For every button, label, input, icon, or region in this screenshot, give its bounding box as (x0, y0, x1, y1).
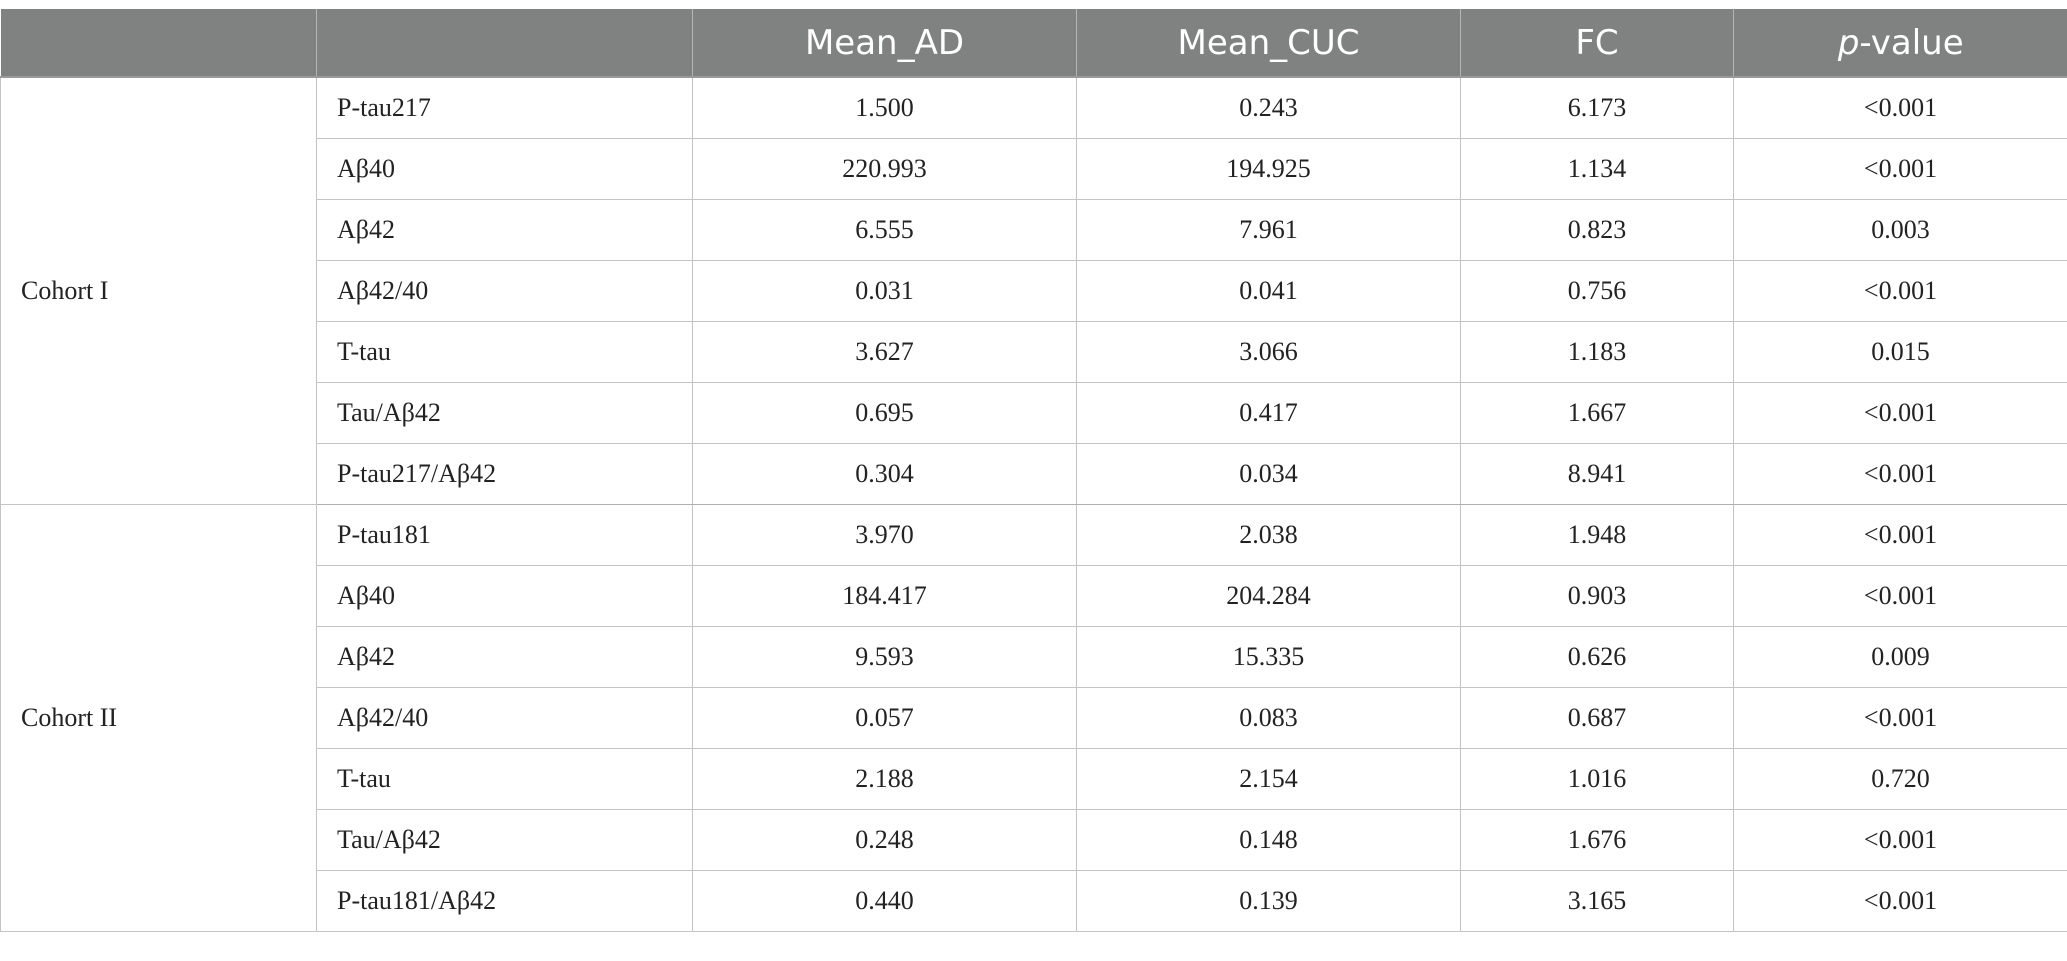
cohort-label: Cohort II (1, 505, 317, 932)
header-cohort-column (1, 9, 317, 77)
cohort-label: Cohort I (1, 77, 317, 505)
biomarker-cell: Tau/Aβ42 (317, 810, 693, 871)
mean-cuc-cell: 0.417 (1077, 383, 1461, 444)
mean-ad-cell: 9.593 (693, 627, 1077, 688)
mean-ad-cell: 0.304 (693, 444, 1077, 505)
mean-ad-cell: 3.627 (693, 322, 1077, 383)
header-p-value (1734, 9, 2067, 77)
biomarker-cell: Aβ42/40 (317, 261, 693, 322)
p-value-cell: <0.001 (1734, 810, 2067, 871)
mean-cuc-cell: 0.041 (1077, 261, 1461, 322)
fc-cell: 1.134 (1461, 139, 1734, 200)
fc-cell: 3.165 (1461, 871, 1734, 932)
biomarker-table-container (0, 9, 2067, 932)
biomarker-cell: Aβ40 (317, 139, 693, 200)
p-value-cell: 0.015 (1734, 322, 2067, 383)
header-p-italic: p (1837, 22, 1860, 63)
mean-ad-cell: 6.555 (693, 200, 1077, 261)
p-value-cell: <0.001 (1734, 383, 2067, 444)
mean-ad-cell: 184.417 (693, 566, 1077, 627)
biomarker-cell: T-tau (317, 749, 693, 810)
mean-cuc-cell: 204.284 (1077, 566, 1461, 627)
p-value-cell: 0.009 (1734, 627, 2067, 688)
fc-cell: 0.687 (1461, 688, 1734, 749)
biomarker-cell: P-tau217/Aβ42 (317, 444, 693, 505)
p-value-cell: <0.001 (1734, 139, 2067, 200)
biomarker-cell: Aβ42 (317, 200, 693, 261)
mean-ad-cell: 0.440 (693, 871, 1077, 932)
mean-ad-cell: 0.695 (693, 383, 1077, 444)
p-value-cell: <0.001 (1734, 688, 2067, 749)
mean-cuc-cell: 15.335 (1077, 627, 1461, 688)
p-value-cell: <0.001 (1734, 566, 2067, 627)
mean-cuc-cell: 0.148 (1077, 810, 1461, 871)
biomarker-table (0, 9, 2067, 932)
header-p-rest: -value (1859, 22, 1964, 63)
header-biomarker-column (317, 9, 693, 77)
mean-cuc-cell: 0.034 (1077, 444, 1461, 505)
table-row (1, 505, 2067, 566)
fc-cell: 0.756 (1461, 261, 1734, 322)
mean-ad-cell: 2.188 (693, 749, 1077, 810)
p-value-cell: <0.001 (1734, 77, 2067, 139)
fc-cell: 1.676 (1461, 810, 1734, 871)
p-value-cell: <0.001 (1734, 444, 2067, 505)
mean-ad-cell: 3.970 (693, 505, 1077, 566)
mean-cuc-cell: 7.961 (1077, 200, 1461, 261)
fc-cell: 1.183 (1461, 322, 1734, 383)
mean-cuc-cell: 0.139 (1077, 871, 1461, 932)
table-body (1, 77, 2067, 932)
p-value-cell: <0.001 (1734, 261, 2067, 322)
mean-cuc-cell: 194.925 (1077, 139, 1461, 200)
header-fc: FC (1461, 9, 1734, 77)
biomarker-cell: P-tau217 (317, 77, 693, 139)
table-row (1, 77, 2067, 139)
fc-cell: 0.903 (1461, 566, 1734, 627)
fc-cell: 1.016 (1461, 749, 1734, 810)
biomarker-cell: Tau/Aβ42 (317, 383, 693, 444)
p-value-cell: <0.001 (1734, 505, 2067, 566)
mean-cuc-cell: 2.154 (1077, 749, 1461, 810)
header-mean-ad: Mean_AD (693, 9, 1077, 77)
mean-ad-cell: 1.500 (693, 77, 1077, 139)
fc-cell: 1.667 (1461, 383, 1734, 444)
mean-cuc-cell: 2.038 (1077, 505, 1461, 566)
p-value-cell: <0.001 (1734, 871, 2067, 932)
biomarker-cell: T-tau (317, 322, 693, 383)
biomarker-cell: Aβ40 (317, 566, 693, 627)
header-row (1, 9, 2067, 77)
mean-ad-cell: 220.993 (693, 139, 1077, 200)
mean-cuc-cell: 0.243 (1077, 77, 1461, 139)
mean-ad-cell: 0.057 (693, 688, 1077, 749)
header-mean-cuc: Mean_CUC (1077, 9, 1461, 77)
mean-cuc-cell: 3.066 (1077, 322, 1461, 383)
p-value-cell: 0.003 (1734, 200, 2067, 261)
fc-cell: 0.823 (1461, 200, 1734, 261)
biomarker-cell: P-tau181 (317, 505, 693, 566)
biomarker-cell: P-tau181/Aβ42 (317, 871, 693, 932)
biomarker-cell: Aβ42/40 (317, 688, 693, 749)
biomarker-cell: Aβ42 (317, 627, 693, 688)
fc-cell: 6.173 (1461, 77, 1734, 139)
fc-cell: 8.941 (1461, 444, 1734, 505)
fc-cell: 0.626 (1461, 627, 1734, 688)
mean-ad-cell: 0.031 (693, 261, 1077, 322)
fc-cell: 1.948 (1461, 505, 1734, 566)
p-value-cell: 0.720 (1734, 749, 2067, 810)
mean-cuc-cell: 0.083 (1077, 688, 1461, 749)
mean-ad-cell: 0.248 (693, 810, 1077, 871)
